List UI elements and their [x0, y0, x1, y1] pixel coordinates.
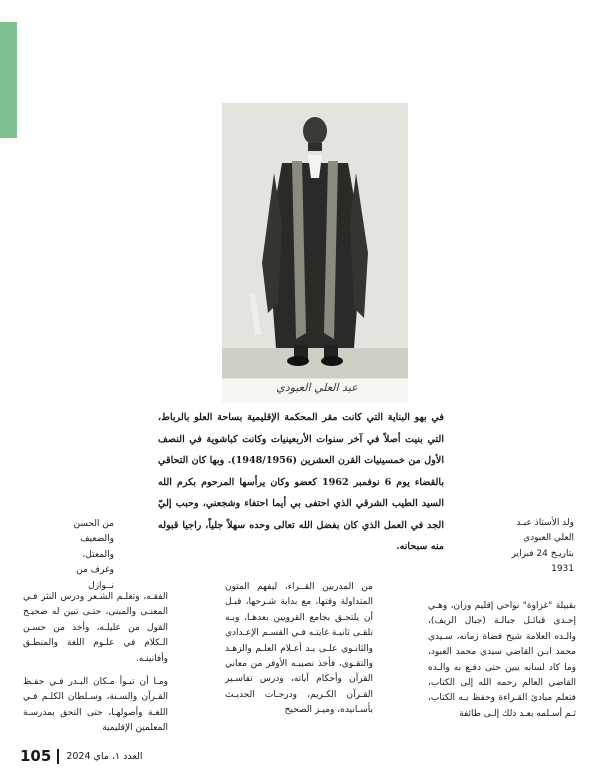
- paragraph: ومـا أن تبـوأ مـكان البـدر فـي حفـظ القـرآن والسـنة، وسـلطان الكلـم فـي اللغـة وأصولهـا، حتى التحق بمدرسـة المعلمين الإقليمية: [23, 677, 168, 734]
- portrait-photo: [222, 103, 408, 403]
- article-column-left-top: من الحسن والضعيف والمعتل، وغرف من نــوازل: [73, 519, 114, 591]
- issue-info: العدد ١، ماي 2024: [66, 750, 143, 762]
- article-column-middle: من المدربين القــراء، ليفهم المتون المتداولة وقتها، مع بداية شـرحها، قبـل أن يلتحـق بجامع القرويين بعدهـا، وبـه تلقـى ثانيـة غايتـه فـي القسـم الإعـدادي والثانـوي علـى يـد أعـلام العلـم والزهـد والتقـوى، فأخذ نصيبـه الأوفر من معاني القرآن وأحكام آياته، ودرس تفاسـير القـرآن الكـريم، ودرجـات الحديـث بأسـانيده، وميـز الصحيح: [225, 582, 373, 716]
- article-column-right-top: ولد الأستاذ عبـد العلي العبودي بتاريـخ 24 فبراير 1931: [511, 518, 574, 575]
- page-footer: [20, 745, 143, 767]
- page-number: 105: [20, 747, 52, 765]
- photo-caption: في بهو البناية التي كانت مقر المحكمة الإقليمية بساحة العلو بالرباط، التي بنيت أصلاً في آخر سنوات الأربعينيات وكانت كباشوية في النصف الأول من خمسينيات القرن العشرين (1948/1956). وبها كان التحاقي بالقضاء يوم 6 نوفمبر 1962 كعضو وكان يرأسها المرحوم بكرم الله السيد الطيب الشرقي الذي احتفى بي أيما احتفاء وشجعني، وحبب إليّ الجد في العمل الذي كان بفضل الله تعالى وحده سهلاً جلياً، راجيا قبوله منه سبحانه.: [158, 412, 445, 552]
- footer-divider: [57, 749, 59, 764]
- portrait-illustration: [222, 103, 408, 403]
- article-column-left: [23, 590, 168, 745]
- signature-text: عبد العلي العبودي: [276, 381, 358, 394]
- paragraph: الفقـه، وتعلـم الشـعر ودرس النثر فـي المعنـى والمبنى، حتـى تبين له صحيـح القول من عليلـه، وأخذ من حسـن الـكلام في علـوم اللغة والمنطـق وأفانينـه.: [23, 592, 168, 664]
- section-color-tab: [0, 22, 17, 138]
- article-column-right: بقبيلة "غزاوة" نواحي إقليم وزان، وهـي إحـدى قبائـل جبالـة (جبال الريف)، والـده العلامة شيخ قضاة زمانه، سـيدي محمد ابـن القاضي سيدي محمد العبود، وما كاد لسانه يبين حتى دفـع به والـده القاضي العالم رحمه الله إلى الكتاب، فتعلم مبادئ القـراءة وحفظ بـه الكتاب، ثـم أسـلمه بعـد ذلك إلـى طائفة: [428, 601, 576, 719]
